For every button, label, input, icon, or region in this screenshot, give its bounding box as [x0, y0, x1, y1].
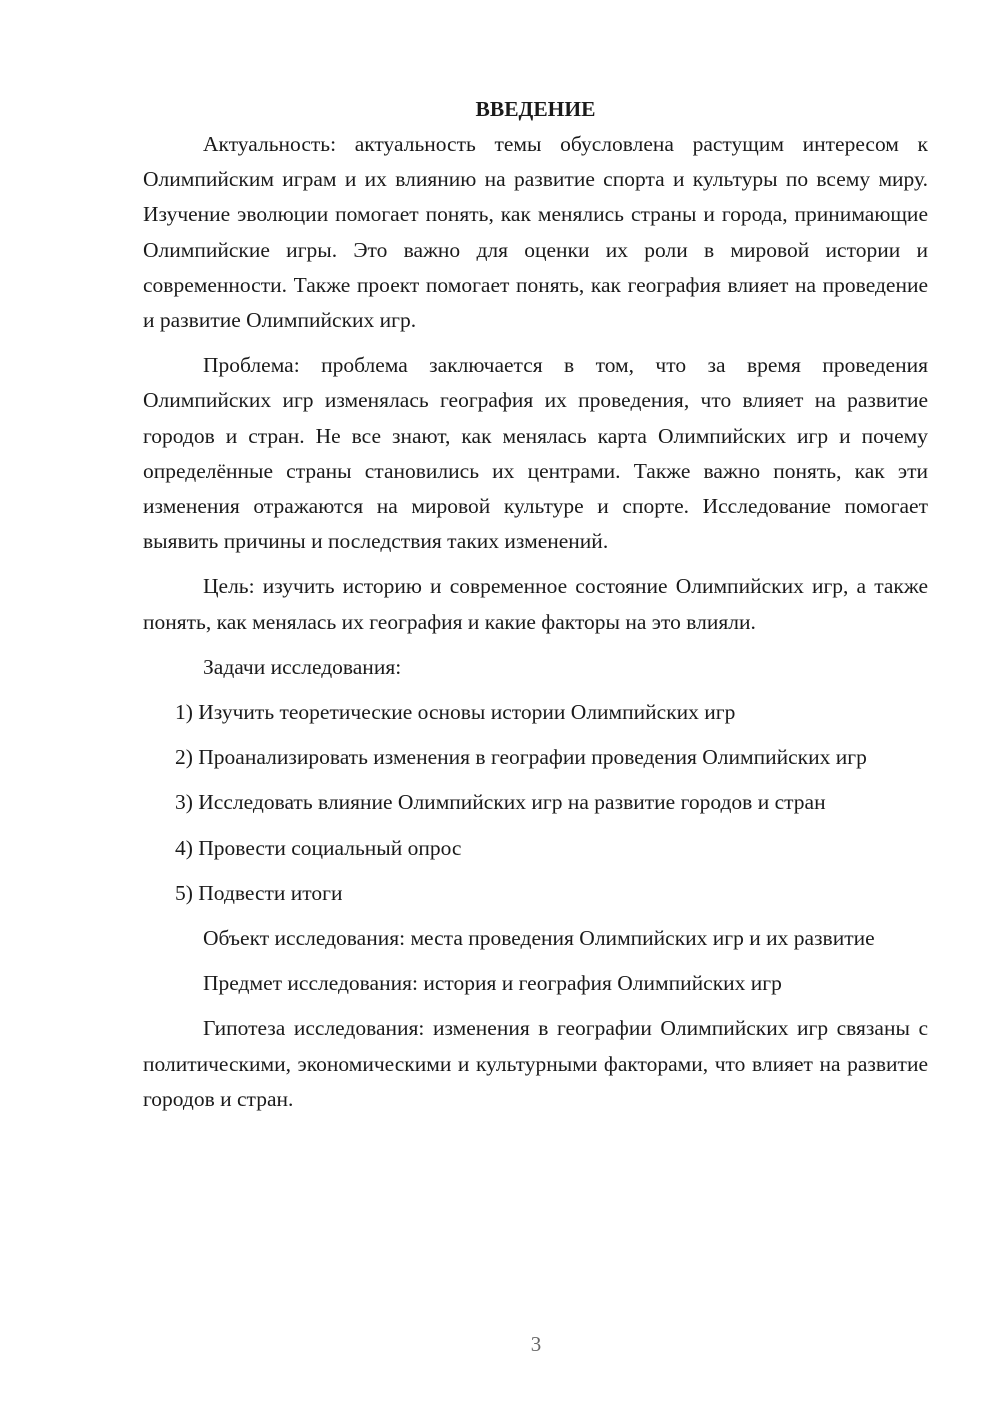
document-page: [143, 92, 928, 1127]
task-item-2: 2) Проанализировать изменения в географии проведения Олимпийских игр: [175, 745, 867, 770]
task-item-1: 1) Изучить теоретические основы истории Олимпийских игр: [175, 700, 736, 725]
object-paragraph: Объект исследования: места проведения Олимпийских игр и их развитие: [203, 926, 875, 951]
task-item-5: 5) Подвести итоги: [175, 880, 343, 905]
page-title: ВВЕДЕНИЕ: [475, 97, 596, 121]
subject-paragraph: Предмет исследования: история и география Олимпийских игр: [203, 971, 782, 996]
tasks-heading: Задачи исследования:: [203, 654, 402, 679]
relevance-paragraph: Актуальность: актуальность темы обусловлена растущим интересом к Олимпийским играм и их влиянию на развитие спорта и культуры по всему миру. Изучение эволюции помогает понять, как менялись страны и города, принимающие Олимпийские игры. Это важно для оценки их роли в мировой истории и современности. Также проект помогает понять, как география влияет на проведение и развитие Олимпийских игр.: [143, 132, 928, 333]
problem-paragraph: Проблема: проблема заключается в том, что за время проведения Олимпийских игр изменялась география их проведения, что влияет на развитие городов и стран. Не все знают, как менялась карта Олимпийских игр и почему определённые страны становились их центрами. Также важно понять, как эти изменения отражаются на мировой культуре и спорте. Исследование помогает выявить причины и последствия таких изменений.: [143, 353, 928, 554]
hypothesis-paragraph: Гипотеза исследования: изменения в географии Олимпийских игр связаны с политическими, экономическими и культурными факторами, что влияет на развитие городов и стран.: [143, 1016, 928, 1111]
goal-paragraph: Цель: изучить историю и современное состояние Олимпийских игр, а также понять, как менялась их география и какие факторы на это влияли.: [143, 574, 928, 634]
page-number: 3: [530, 1332, 542, 1356]
task-item-4: 4) Провести социальный опрос: [175, 835, 462, 860]
task-item-3: 3) Исследовать влияние Олимпийских игр на развитие городов и стран: [175, 790, 826, 815]
